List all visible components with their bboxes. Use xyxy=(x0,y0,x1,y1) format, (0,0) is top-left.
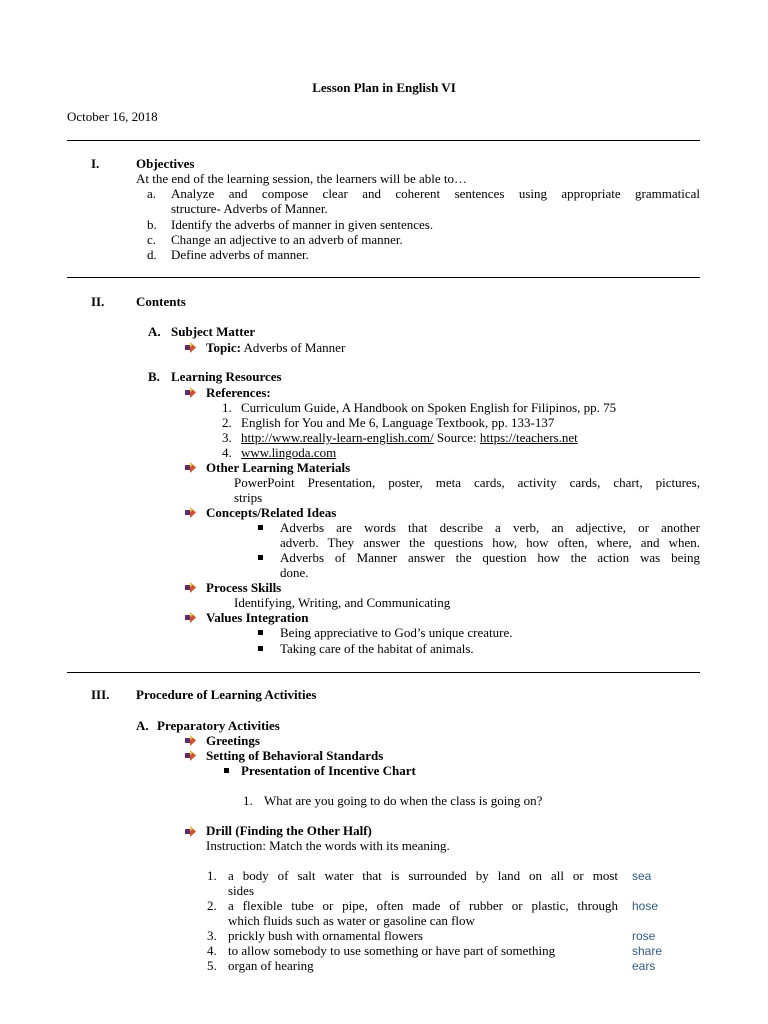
reference-item xyxy=(241,430,578,446)
drill-definition-cont: which fluids such as water or gasoline can flow xyxy=(228,913,475,928)
learning-resources-heading: Learning Resources xyxy=(171,369,282,384)
arrow-bullet-icon xyxy=(185,750,196,761)
reference-item xyxy=(241,445,336,461)
square-bullet-icon xyxy=(258,555,263,560)
page-title: Lesson Plan in English VI xyxy=(312,80,456,95)
list-number: 5. xyxy=(207,958,217,973)
objectives-intro: At the end of the learning session, the learners will be able to… xyxy=(136,171,468,186)
arrow-bullet-icon xyxy=(185,612,196,623)
concept-item-cont: done. xyxy=(280,565,309,580)
topic-line xyxy=(206,340,345,356)
subsection-letter: A. xyxy=(136,718,149,733)
drill-answer: rose xyxy=(632,929,656,943)
subsection-letter: B. xyxy=(148,369,160,384)
lesson-date: October 16, 2018 xyxy=(67,109,158,124)
section-numeral: III. xyxy=(91,687,110,702)
list-number: 4. xyxy=(222,445,232,460)
other-materials-text-cont: strips xyxy=(234,490,263,505)
list-letter: a. xyxy=(147,186,157,201)
list-number: 2. xyxy=(222,415,232,430)
list-number: 3. xyxy=(207,928,217,943)
drill-answer: share xyxy=(632,944,663,958)
drill-answer: hose xyxy=(632,899,659,913)
drill-definition-cont: sides xyxy=(228,883,254,898)
list-number: 1. xyxy=(243,793,253,808)
list-number: 3. xyxy=(222,430,232,445)
drill-label: Drill (Finding the Other Half) xyxy=(206,823,372,838)
drill-answer: ears xyxy=(632,959,656,973)
drill-definition: a flexible tube or pipe, often made of rubber or plastic, through xyxy=(228,898,618,913)
section-numeral: II. xyxy=(91,294,105,309)
other-materials-text: PowerPoint Presentation, poster, meta cards, activity cards, chart, pictures, xyxy=(234,475,700,490)
question-text: What are you going to do when the class is going on? xyxy=(264,793,543,808)
list-letter: b. xyxy=(147,217,157,232)
behavioral-standards-label: Setting of Behavioral Standards xyxy=(206,748,384,763)
arrow-bullet-icon xyxy=(185,387,196,398)
drill-answer: sea xyxy=(632,869,652,883)
greetings-label: Greetings xyxy=(206,733,260,748)
objective-item: Identify the adverbs of manner in given sentences. xyxy=(171,217,434,232)
objective-item: Analyze and compose clear and coherent sentences using appropriate grammatical xyxy=(171,186,700,201)
section-numeral: I. xyxy=(91,156,100,171)
references-label: References: xyxy=(206,385,271,400)
drill-definition: a body of salt water that is surrounded by land on all or most xyxy=(228,868,618,883)
reference-source-label: Source: xyxy=(433,430,480,445)
concept-item: Adverbs are words that describe a verb, an adjective, or another xyxy=(280,520,700,535)
subject-matter-heading: Subject Matter xyxy=(171,324,256,339)
process-skills-text: Identifying, Writing, and Communicating xyxy=(234,595,451,610)
divider xyxy=(67,140,700,141)
arrow-bullet-icon xyxy=(185,462,196,473)
list-letter: d. xyxy=(147,247,157,262)
drill-definition: prickly bush with ornamental flowers xyxy=(228,928,423,943)
list-number: 1. xyxy=(207,868,217,883)
values-integration-label: Values Integration xyxy=(206,610,309,625)
reference-link[interactable]: https://teachers.net xyxy=(479,430,578,445)
arrow-bullet-icon xyxy=(185,507,196,518)
objectives-heading: Objectives xyxy=(136,156,195,171)
topic-value: Adverbs of Manner xyxy=(243,340,346,355)
value-item: Taking care of the habitat of animals. xyxy=(280,641,474,656)
reference-link[interactable]: http://www.really-learn-english.com/ xyxy=(241,430,434,445)
reference-item: Curriculum Guide, A Handbook on Spoken English for Filipinos, pp. 75 xyxy=(241,400,617,415)
value-item: Being appreciative to God’s unique creature. xyxy=(280,625,513,640)
procedure-heading: Procedure of Learning Activities xyxy=(136,687,317,702)
arrow-bullet-icon xyxy=(185,342,196,353)
reference-item: English for You and Me 6, Language Textbook, pp. 133-137 xyxy=(241,415,555,430)
drill-definition: organ of hearing xyxy=(228,958,314,973)
incentive-chart-label: Presentation of Incentive Chart xyxy=(241,763,416,778)
objective-item-cont: structure- Adverbs of Manner. xyxy=(171,201,328,216)
square-bullet-icon xyxy=(224,768,229,773)
square-bullet-icon xyxy=(258,646,263,651)
process-skills-label: Process Skills xyxy=(206,580,282,595)
list-number: 2. xyxy=(207,898,217,913)
list-number: 4. xyxy=(207,943,217,958)
arrow-bullet-icon xyxy=(185,826,196,837)
concept-item: Adverbs of Manner answer the question how the action was being xyxy=(280,550,700,565)
drill-definition: to allow somebody to use something or have part of something xyxy=(228,943,556,958)
drill-instruction: Instruction: Match the words with its meaning. xyxy=(206,838,450,853)
contents-heading: Contents xyxy=(136,294,186,309)
other-materials-label: Other Learning Materials xyxy=(206,460,351,475)
concept-item-cont: adverb. They answer the questions how, how often, where, and when. xyxy=(280,535,700,550)
arrow-bullet-icon xyxy=(185,582,196,593)
square-bullet-icon xyxy=(258,525,263,530)
divider xyxy=(67,277,700,278)
subsection-letter: A. xyxy=(148,324,161,339)
objective-item: Define adverbs of manner. xyxy=(171,247,309,262)
arrow-bullet-icon xyxy=(185,735,196,746)
divider xyxy=(67,672,700,673)
concepts-label: Concepts/Related Ideas xyxy=(206,505,337,520)
square-bullet-icon xyxy=(258,630,263,635)
topic-label: Topic: xyxy=(206,340,241,355)
objective-item: Change an adjective to an adverb of manner. xyxy=(171,232,403,247)
list-number: 1. xyxy=(222,400,232,415)
list-letter: c. xyxy=(147,232,157,247)
reference-link[interactable]: www.lingoda.com xyxy=(241,445,337,460)
preparatory-heading: Preparatory Activities xyxy=(157,718,280,733)
